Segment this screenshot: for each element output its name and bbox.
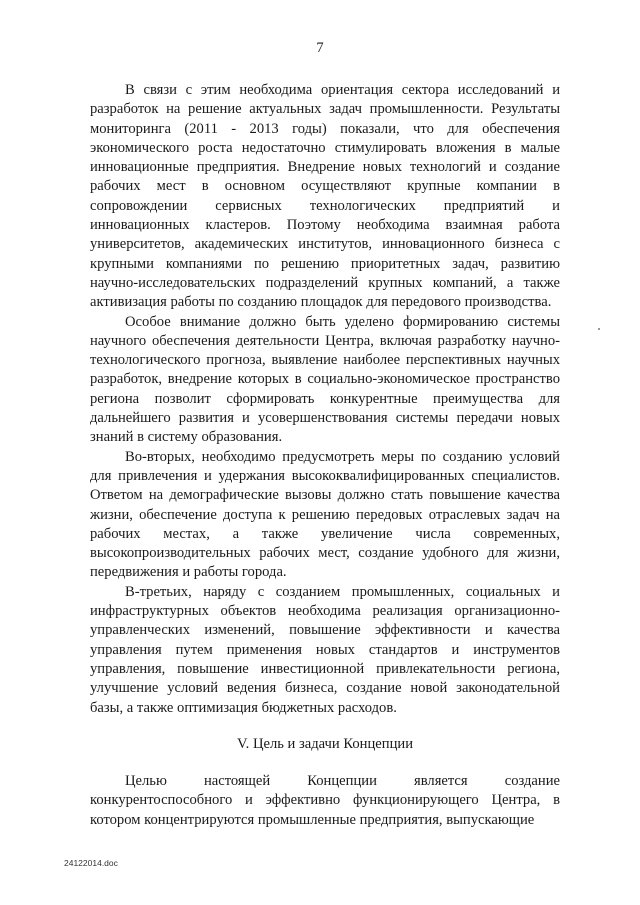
footer-filename: 24122014.doc bbox=[64, 858, 118, 868]
paragraph-goal-intro: Целью настоящей Концепции является создание конкурентоспособного и эффективно функционирующего Центра, в котором концентрируются промышленные предприятия, выпускающие bbox=[90, 773, 560, 828]
paragraph-scientific-support: Особое внимание должно быть уделено формированию системы научного обеспечения деятельности Центра, включая разработку научно-технологического прогноза, выявление наиболее перспективных научных разработок, внедрение которых в социально-экономическое пространство региона позволит сформировать конкурентные преимущества для дальнейшего развития и усовершенствования системы передачи новых знаний в систему образования. bbox=[90, 313, 560, 446]
paragraph-secondly: Во-вторых, необходимо предусмотреть меры по созданию условий для привлечения и удержания высококвалифицированных специалистов. Ответом на демографические вызовы должно стать повышение качества жизни, обеспечение доступа к решению передовых отраслевых задач на рабочих местах, а также увеличение числа современных, высокопроизводительных рабочих мест, создание удобного для жизни, передвижения и работы города. bbox=[90, 448, 560, 581]
section-heading: V. Цель и задачи Концепции bbox=[236, 735, 413, 752]
paragraph-thirdly: В-третьих, наряду с созданием промышленных, социальных и инфраструктурных объектов необходима реализация организационно-управленческих изменений, повышение эффективности и качества управления путем применения новых стандартов и инструментов управления, повышение инвестиционной привлекательности региона, улучшение условий ведения бизнеса, создание новой законодательной базы, а также оптимизация бюджетных расходов. bbox=[90, 583, 560, 716]
page-number: 7 bbox=[316, 40, 324, 56]
document-body bbox=[90, 81, 560, 830]
scan-artifact-dot bbox=[598, 328, 600, 330]
paragraph-research-orientation: В связи с этим необходима ориентация сектора исследований и разработок на решение актуальных задач промышленности. Результаты мониторинга (2011 - 2013 годы) показали, что для обеспечения экономического роста недостаточно стимулировать вложения в малые инновационные предприятия. Внедрение новых технологий и создание рабочих мест в основном осуществляют крупные компании в сопровождении сервисных технологических предприятий и инновационных кластеров. Поэтому необходима взаимная работа университетов, академических институтов, инновационного бизнеса с крупными компаниями по решению приоритетных задач, развитию научно-исследовательских подразделений крупных компаний, а также активизация работы по созданию площадок для передового производства. bbox=[90, 82, 560, 311]
